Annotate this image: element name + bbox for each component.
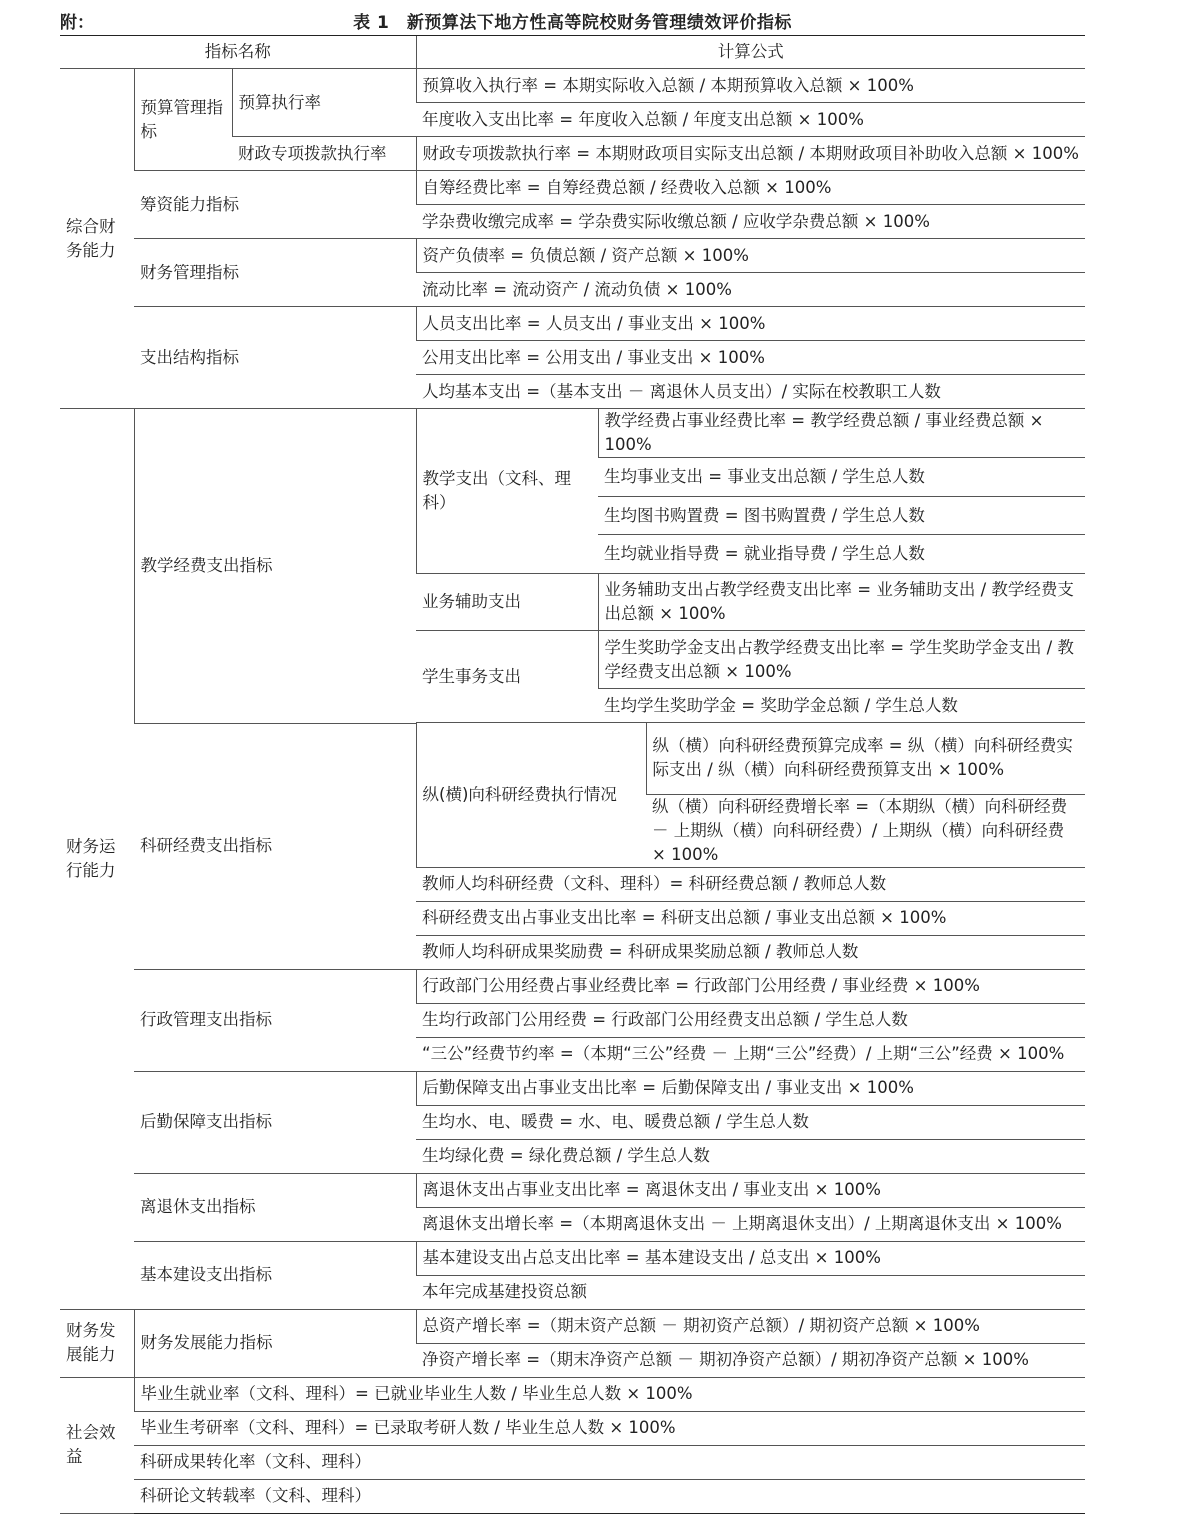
formula-cell: 业务辅助支出占教学经费支出比率 = 业务辅助支出 / 教学经费支出总额 × 100% xyxy=(598,574,1085,631)
formula-cell: “三公”经费节约率 =（本期“三公”经费 － 上期“三公”经费）/ 上期“三公”经费 × 100% xyxy=(416,1037,1085,1071)
formula-cell: 本年完成基建投资总额 xyxy=(416,1275,1085,1309)
category-cell: 财务运行能力 xyxy=(60,409,134,1310)
table-row xyxy=(60,1411,1085,1445)
formula-cell: 总资产增长率 =（期末资产总额 － 期初资产总额）/ 期初资产总额 × 100% xyxy=(416,1309,1085,1343)
formula-cell: 财政专项拨款执行率 = 本期财政项目实际支出总额 / 本期财政项目补助收入总额 × 100% xyxy=(416,137,1085,171)
sub-indicator-cell: 预算执行率 xyxy=(232,69,416,137)
formula-cell: 教师人均科研经费（文科、理科）= 科研经费总额 / 教师总人数 xyxy=(416,867,1085,901)
formula-cell: 生均行政部门公用经费 = 行政部门公用经费支出总额 / 学生总人数 xyxy=(416,1003,1085,1037)
formula-cell: 纵（横）向科研经费增长率 =（本期纵（横）向科研经费 － 上期纵（横）向科研经费）/ 上期纵（横）向科研经费 × 100% xyxy=(646,794,1085,867)
table-row xyxy=(60,1241,1085,1275)
formula-cell: 净资产增长率 =（期末净资产总额 － 期初净资产总额）/ 期初净资产总额 × 100% xyxy=(416,1343,1085,1377)
formula-cell: 生均水、电、暖费 = 水、电、暖费总额 / 学生总人数 xyxy=(416,1105,1085,1139)
indicator-cell: 预算管理指标 xyxy=(134,69,232,171)
sub-indicator-cell: 业务辅助支出 xyxy=(416,574,598,631)
formula-cell: 生均事业支出 = 事业支出总额 / 学生总人数 xyxy=(598,458,1085,497)
formula-cell: 预算收入执行率 = 本期实际收入总额 / 本期预算收入总额 × 100% xyxy=(416,69,1085,103)
formula-cell: 学生奖助学金支出占教学经费支出比率 = 学生奖助学金支出 / 教学经费支出总额 × 100% xyxy=(598,631,1085,689)
table-row xyxy=(60,723,1085,794)
formula-cell: 基本建设支出占总支出比率 = 基本建设支出 / 总支出 × 100% xyxy=(416,1241,1085,1275)
sub-indicator-cell: 学生事务支出 xyxy=(416,631,598,723)
table-row xyxy=(60,1071,1085,1105)
table-row xyxy=(60,307,1085,341)
appendix-label: 附： xyxy=(60,13,94,33)
header-formula: 计算公式 xyxy=(416,36,1085,69)
formula-cell: 离退休支出占事业支出比率 = 离退休支出 / 事业支出 × 100% xyxy=(416,1173,1085,1207)
table-row xyxy=(60,1377,1085,1411)
formula-cell: 生均图书购置费 = 图书购置费 / 学生总人数 xyxy=(598,497,1085,535)
formula-cell: 教师人均科研成果奖励费 = 科研成果奖励总额 / 教师总人数 xyxy=(416,935,1085,969)
formula-cell: 行政部门公用经费占事业经费比率 = 行政部门公用经费 / 事业经费 × 100% xyxy=(416,969,1085,1003)
table-row xyxy=(60,1173,1085,1207)
formula-cell: 公用支出比率 = 公用支出 / 事业支出 × 100% xyxy=(416,341,1085,375)
indicator-cell: 后勤保障支出指标 xyxy=(134,1071,416,1173)
table-row xyxy=(60,239,1085,273)
table-row xyxy=(60,171,1085,205)
formula-cell: 离退休支出增长率 =（本期离退休支出 － 上期离退休支出）/ 上期离退休支出 × 100% xyxy=(416,1207,1085,1241)
indicator-cell: 财务发展能力指标 xyxy=(134,1309,416,1377)
formula-cell: 资产负债率 = 负债总额 / 资产总额 × 100% xyxy=(416,239,1085,273)
table-caption xyxy=(60,8,1085,34)
indicator-cell: 行政管理支出指标 xyxy=(134,969,416,1071)
table-row xyxy=(60,1445,1085,1479)
formula-cell: 生均绿化费 = 绿化费总额 / 学生总人数 xyxy=(416,1139,1085,1173)
table-row xyxy=(60,69,1085,103)
formula-cell: 纵（横）向科研经费预算完成率 = 纵（横）向科研经费实际支出 / 纵（横）向科研经费预算支出 × 100% xyxy=(646,723,1085,794)
sub-indicator-cell: 财政专项拨款执行率 xyxy=(232,137,416,171)
indicator-cell: 科研经费支出指标 xyxy=(134,723,416,969)
formula-cell: 生均就业指导费 = 就业指导费 / 学生总人数 xyxy=(598,535,1085,574)
formula-cell: 毕业生就业率（文科、理科）= 已就业毕业生人数 / 毕业生总人数 × 100% xyxy=(134,1377,1085,1411)
formula-cell: 学杂费收缴完成率 = 学杂费实际收缴总额 / 应收学杂费总额 × 100% xyxy=(416,205,1085,239)
formula-cell: 自筹经费比率 = 自筹经费总额 / 经费收入总额 × 100% xyxy=(416,171,1085,205)
indicator-table xyxy=(60,35,1085,1514)
formula-cell: 人员支出比率 = 人员支出 / 事业支出 × 100% xyxy=(416,307,1085,341)
formula-cell: 毕业生考研率（文科、理科）= 已录取考研人数 / 毕业生总人数 × 100% xyxy=(134,1411,1085,1445)
indicator-cell: 支出结构指标 xyxy=(134,307,416,409)
indicator-cell: 离退休支出指标 xyxy=(134,1173,416,1241)
sub-indicator-cell: 教学支出（文科、理科） xyxy=(416,409,598,574)
formula-cell: 教学经费占事业经费比率 = 教学经费总额 / 事业经费总额 × 100% xyxy=(598,409,1085,458)
table-row xyxy=(60,409,1085,458)
table-row xyxy=(60,1479,1085,1513)
table-header-row xyxy=(60,36,1085,69)
table-row xyxy=(60,969,1085,1003)
header-indicator-name: 指标名称 xyxy=(60,36,416,69)
formula-cell: 科研经费支出占事业支出比率 = 科研支出总额 / 事业支出总额 × 100% xyxy=(416,901,1085,935)
formula-cell: 科研论文转载率（文科、理科） xyxy=(134,1479,1085,1513)
indicator-cell: 财务管理指标 xyxy=(134,239,416,307)
formula-cell: 科研成果转化率（文科、理科） xyxy=(134,1445,1085,1479)
category-cell: 社会效益 xyxy=(60,1377,134,1513)
category-cell: 综合财务能力 xyxy=(60,69,134,409)
formula-cell: 年度收入支出比率 = 年度收入总额 / 年度支出总额 × 100% xyxy=(416,103,1085,137)
sub-indicator-cell: 纵(横)向科研经费执行情况 xyxy=(416,723,646,867)
formula-cell: 人均基本支出 =（基本支出 － 离退休人员支出）/ 实际在校教职工人数 xyxy=(416,375,1085,409)
formula-cell: 流动比率 = 流动资产 / 流动负债 × 100% xyxy=(416,273,1085,307)
indicator-cell: 筹资能力指标 xyxy=(134,171,416,239)
indicator-cell: 基本建设支出指标 xyxy=(134,1241,416,1309)
formula-cell: 生均学生奖助学金 = 奖助学金总额 / 学生总人数 xyxy=(598,689,1085,723)
table-row xyxy=(60,1309,1085,1343)
indicator-cell: 教学经费支出指标 xyxy=(134,409,416,724)
category-cell: 财务发展能力 xyxy=(60,1309,134,1377)
formula-cell: 后勤保障支出占事业支出比率 = 后勤保障支出 / 事业支出 × 100% xyxy=(416,1071,1085,1105)
table-title: 表 1 新预算法下地方性高等院校财务管理绩效评价指标 xyxy=(353,13,792,33)
